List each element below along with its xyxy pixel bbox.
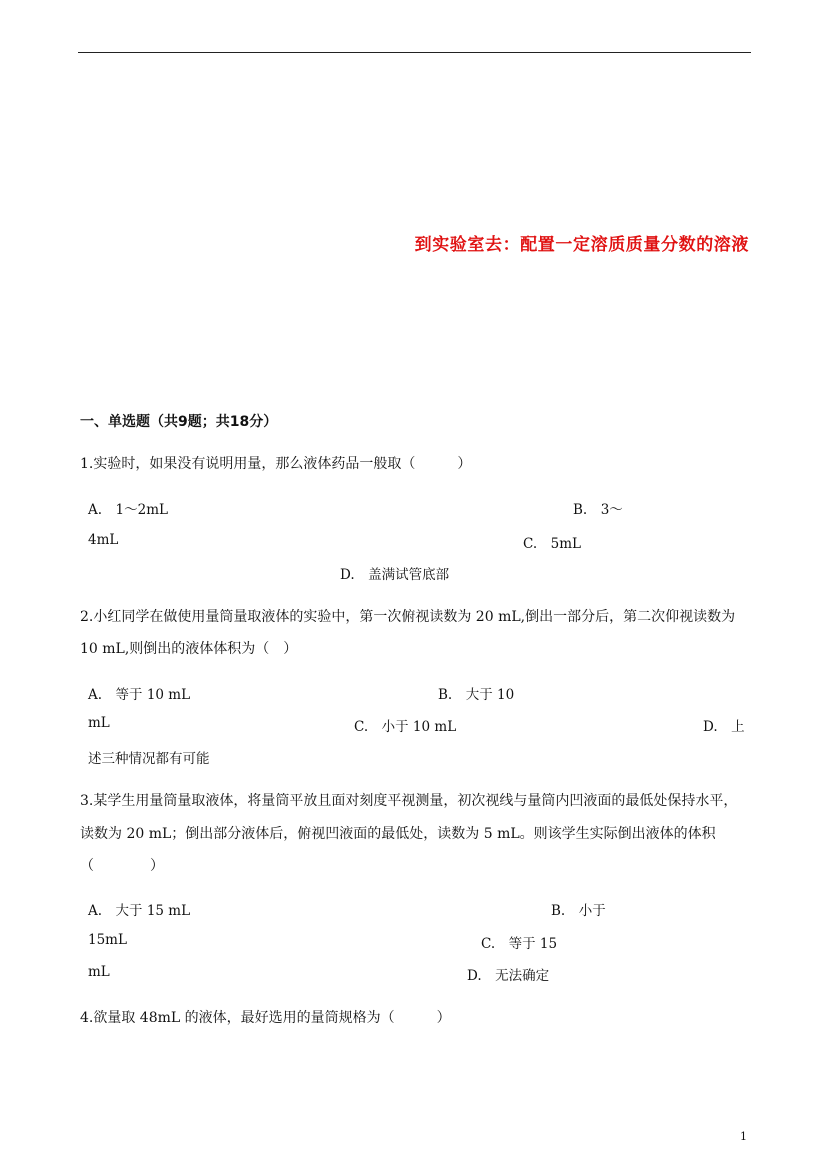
page-number: 1 [740, 1130, 747, 1143]
question-2-option-c: C. 小于 10 mL [354, 719, 457, 735]
question-3-option-a: A. 大于 15 mL [88, 903, 191, 919]
question-2-option-a: A. 等于 10 mL [88, 687, 191, 703]
question-2-text-line-1: 2.小红同学在做使用量筒量取液体的实验中，第一次俯视读数为 20 mL,倒出一部分后，第二次仰视读数为 [80, 609, 736, 625]
question-1-text: 1.实验时，如果没有说明用量，那么液体药品一般取（ ） [80, 456, 472, 472]
question-2-option-b: B. 大于 10 [438, 687, 515, 703]
question-3-option-b-continued: 15mL [88, 932, 127, 948]
question-1-option-c: C. 5mL [523, 536, 581, 552]
question-3-option-d: D. 无法确定 [467, 968, 550, 984]
header-rule [78, 52, 751, 53]
question-3-option-c-continued: mL [88, 964, 110, 980]
question-3-option-b: B. 小于 [551, 903, 606, 919]
question-3-text-line-3: （ ） [80, 858, 164, 874]
question-4-text: 4.欲量取 48mL 的液体，最好选用的量筒规格为（ ） [80, 1010, 451, 1026]
question-2-option-d: D. 上 [703, 719, 745, 735]
question-3-text-line-2: 读数为 20 mL；倒出部分液体后，俯视凹液面的最低处，读数为 5 mL。则该学生实际倒出液体的体积 [80, 826, 716, 842]
question-1-option-d: D. 盖满试管底部 [340, 567, 450, 583]
document-title: 到实验室去：配置一定溶质质量分数的溶液 [414, 235, 749, 255]
question-1-option-b-continued: 4mL [88, 532, 119, 548]
question-1-option-b: B. 3～ [573, 502, 623, 518]
question-3-option-c: C. 等于 15 [481, 936, 558, 952]
question-1-option-a: A. 1～2mL [88, 502, 168, 518]
section-header: 一、单选题（共9题；共18分） [80, 414, 278, 430]
question-2-option-b-continued: mL [88, 715, 110, 731]
question-3-text-line-1: 3.某学生用量筒量取液体，将量筒平放且面对刻度平视测量，初次视线与量筒内凹液面的最低处保持水平， [80, 793, 738, 809]
question-2-option-d-continued: 述三种情况都有可能 [88, 751, 210, 767]
question-2-text-line-2: 10 mL,则倒出的液体体积为（ ） [80, 641, 298, 657]
